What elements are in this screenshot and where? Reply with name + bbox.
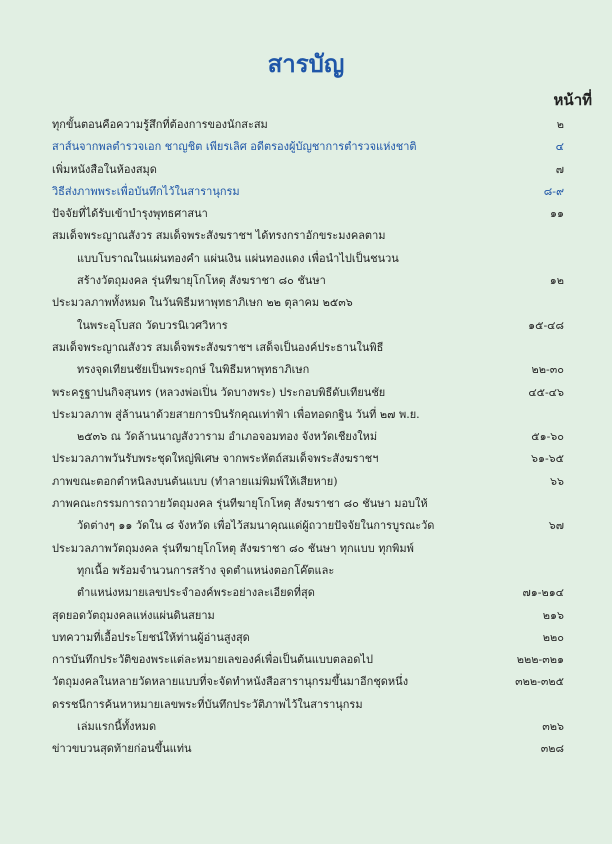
toc-entry-page: ๖๖ xyxy=(550,474,564,488)
toc-entry-title: สมเด็จพระญาณสังวร สมเด็จพระสังฆราชฯ ได้ทรงกราอักขระมงคลตาม xyxy=(52,229,386,243)
toc-entry-page: ๗ xyxy=(555,162,564,176)
toc-entry-title: ทุกเนื้อ พร้อมจำนวนการสร้าง จุดตำแหน่งตอกโค๊ตและ xyxy=(77,563,335,577)
toc-entry-page: ๕๑-๖๐ xyxy=(531,430,564,444)
toc-entry-page: ๒๒๒-๓๒๑ xyxy=(516,653,564,667)
toc-entry-line xyxy=(52,181,564,203)
toc-entry-line xyxy=(52,627,564,649)
toc-entry-title: ประมวลภาพทั้งหมด ในวันพิธีมหาพุทธาภิเษก ๒๒ ตุลาคม ๒๕๓๖ xyxy=(52,296,353,310)
toc-entry-line xyxy=(52,538,564,560)
toc-entry-line xyxy=(52,694,564,716)
toc-entry-title: พระครูฐาปนกิจสุนทร (หลวงพ่อเปิ่น วัดบางพระ) ประกอบพิธีดับเทียนชัย xyxy=(52,385,386,399)
toc-entry-line xyxy=(52,515,564,537)
toc-entry-line xyxy=(52,315,564,337)
toc-entry-title: วัตถุมงคลในหลายวัดหลายแบบที่จะจัดทำหนังสือสารานุกรมขึ้นมาอีกชุดหนึ่ง xyxy=(52,675,409,689)
toc-entry-title: ภาพคณะกรรมการถวายวัตถุมงคล รุ่นทีฆายุโกโหตุ สังฆราชา ๘๐ ชันษา มอบให้ xyxy=(52,497,428,511)
toc-entry-line xyxy=(52,493,564,515)
page-number-column-header: หน้าที่ xyxy=(553,91,592,109)
toc-entry-line xyxy=(52,248,564,270)
toc-entry-title: ประมวลภาพวันรับพระชุดใหญ่พิเศษ จากพระหัตถ์สมเด็จพระสังฆราชฯ xyxy=(52,452,379,466)
toc-entry-title: ปัจจัยที่ได้รับเข้าบำรุงพุทธศาสนา xyxy=(52,207,208,221)
toc-entry-page: ๒๒๐ xyxy=(542,630,564,644)
toc-entry-line xyxy=(52,203,564,225)
toc-entry-line xyxy=(52,471,564,493)
toc-entry-page: ๓๒๖ xyxy=(542,720,564,734)
toc-entry-title: สร้างวัตถุมงคล รุ่นทีฆายุโกโหตุ สังฆราชา ๘๐ ชันษา xyxy=(77,274,326,288)
page-title: สารบัญ xyxy=(267,49,345,78)
toc-entry-title: ประมวลภาพวัตถุมงคล รุ่นทีฆายุโกโหตุ สังฆราชา ๘๐ ชันษา ทุกแบบ ทุกพิมพ์ xyxy=(52,541,414,555)
toc-entry-title: ดรรชนีการค้นหาหมายเลขพระที่บันทึกประวัติภาพไว้ในสารานุกรม xyxy=(52,697,363,711)
toc-entry-title: สมเด็จพระญาณสังวร สมเด็จพระสังฆราชฯ เสด็จเป็นองค์ประธานในพิธี xyxy=(52,340,384,354)
toc-entry-page: ๖๗ xyxy=(548,519,564,533)
toc-entry-title: ทุกขั้นตอนคือความรู้สึกที่ต้องการของนักสะสม xyxy=(52,118,268,131)
toc-entry-title: ข่าวขบวนสุดท้ายก่อนขึ้นแท่น xyxy=(52,742,192,756)
toc-entry-line xyxy=(52,448,564,470)
toc-entry-title: ๒๕๓๖ ณ วัดล้านนาญสังวาราม อำเภอจอมทอง จังหวัดเชียงใหม่ xyxy=(77,430,378,444)
toc-entry-line xyxy=(52,404,564,426)
toc-entry-page: ๗๑-๒๑๔ xyxy=(522,586,564,600)
toc-entry-page: ๘-๙ xyxy=(543,184,564,198)
toc-entry-page: ๓๒๒-๓๒๕ xyxy=(515,675,564,689)
toc-entry-title: เล่มแรกนี้ทั้งหมด xyxy=(77,720,157,734)
toc-entry-title: สาส์นจากพลตำรวจเอก ชาญชิต เพียรเลิศ อดีตรองผู้บัญชาการตำรวจแห่งชาติ xyxy=(52,140,417,154)
toc-entry-line xyxy=(52,337,564,359)
toc-entry-page: ๒๒-๓๐ xyxy=(531,363,564,377)
toc-entry-line xyxy=(52,382,564,404)
toc-entry-line xyxy=(52,560,564,582)
toc-entry-title: ประมวลภาพ สู่ล้านนาด้วยสายการบินรักคุณเท่าฟ้า เพื่อทอดกฐิน วันที่ ๒๗ พ.ย. xyxy=(52,407,420,421)
toc-entry-line xyxy=(52,159,564,181)
toc-entry-line xyxy=(52,114,564,136)
toc-entry-line xyxy=(52,359,564,381)
toc-entry-title: ตำแหน่งหมายเลขประจำองค์พระอย่างละเอียดที่สุด xyxy=(77,586,315,600)
toc-entry-line xyxy=(52,136,564,158)
toc-entry-line xyxy=(52,649,564,671)
toc-entry-page: ๔ xyxy=(555,140,564,154)
table-of-contents xyxy=(52,114,564,761)
toc-entry-title: สุดยอดวัตถุมงคลแห่งแผ่นดินสยาม xyxy=(52,608,215,622)
toc-entry-line xyxy=(52,426,564,448)
toc-entry-line xyxy=(52,671,564,693)
toc-entry-title: ในพระอุโบสถ วัดบวรนิเวศวิหาร xyxy=(77,318,228,332)
toc-entry-line xyxy=(52,292,564,314)
toc-entry-page: ๔๕-๔๖ xyxy=(528,385,564,399)
toc-entry-title: แบบโบราณในแผ่นทองคำ แผ่นเงิน แผ่นทองแดง เพื่อนำไปเป็นชนวน xyxy=(77,251,399,265)
toc-entry-title: การบันทึกประวัติของพระแต่ละหมายเลของค์เพื่อเป็นต้นแบบตลอดไป xyxy=(52,653,373,667)
toc-entry-page: ๒๑๖ xyxy=(542,608,564,622)
toc-entry-line xyxy=(52,738,564,760)
toc-entry-line xyxy=(52,605,564,627)
toc-entry-title: ภาพขณะตอกตำหนิลงบนต้นแบบ (ทำลายแม่พิมพ์ให้เสียหาย) xyxy=(52,474,338,488)
toc-entry-title: วิธีส่งภาพพระเพื่อบันทึกไว้ในสารานุกรม xyxy=(52,184,240,198)
toc-entry-line xyxy=(52,270,564,292)
toc-entry-line xyxy=(52,225,564,247)
toc-entry-page: ๑๕-๔๘ xyxy=(528,318,564,332)
toc-entry-title: บทความที่เอื้อประโยชน์ให้ท่านผู้อ่านสูงสุด xyxy=(52,630,250,644)
toc-entry-title: เพิ่มหนังสือในห้องสมุด xyxy=(52,162,157,176)
toc-entry-page: ๒ xyxy=(556,118,564,131)
toc-entry-page: ๑๒ xyxy=(549,274,564,288)
toc-entry-page: ๓๒๘ xyxy=(540,742,564,756)
toc-entry-line xyxy=(52,582,564,604)
toc-entry-title: วัดต่างๆ ๑๑ วัดใน ๘ จังหวัด เพื่อไว้สมนาคุณแด่ผู้ถวายปัจจัยในการบูรณะวัด xyxy=(77,519,435,533)
toc-entry-line xyxy=(52,716,564,738)
toc-entry-title: ทรงจุดเทียนชัยเป็นพระฤกษ์ ในพิธีมหาพุทธาภิเษก xyxy=(77,363,310,377)
toc-entry-page: ๑๑ xyxy=(550,207,564,221)
toc-entry-page: ๖๑-๖๕ xyxy=(531,452,564,466)
